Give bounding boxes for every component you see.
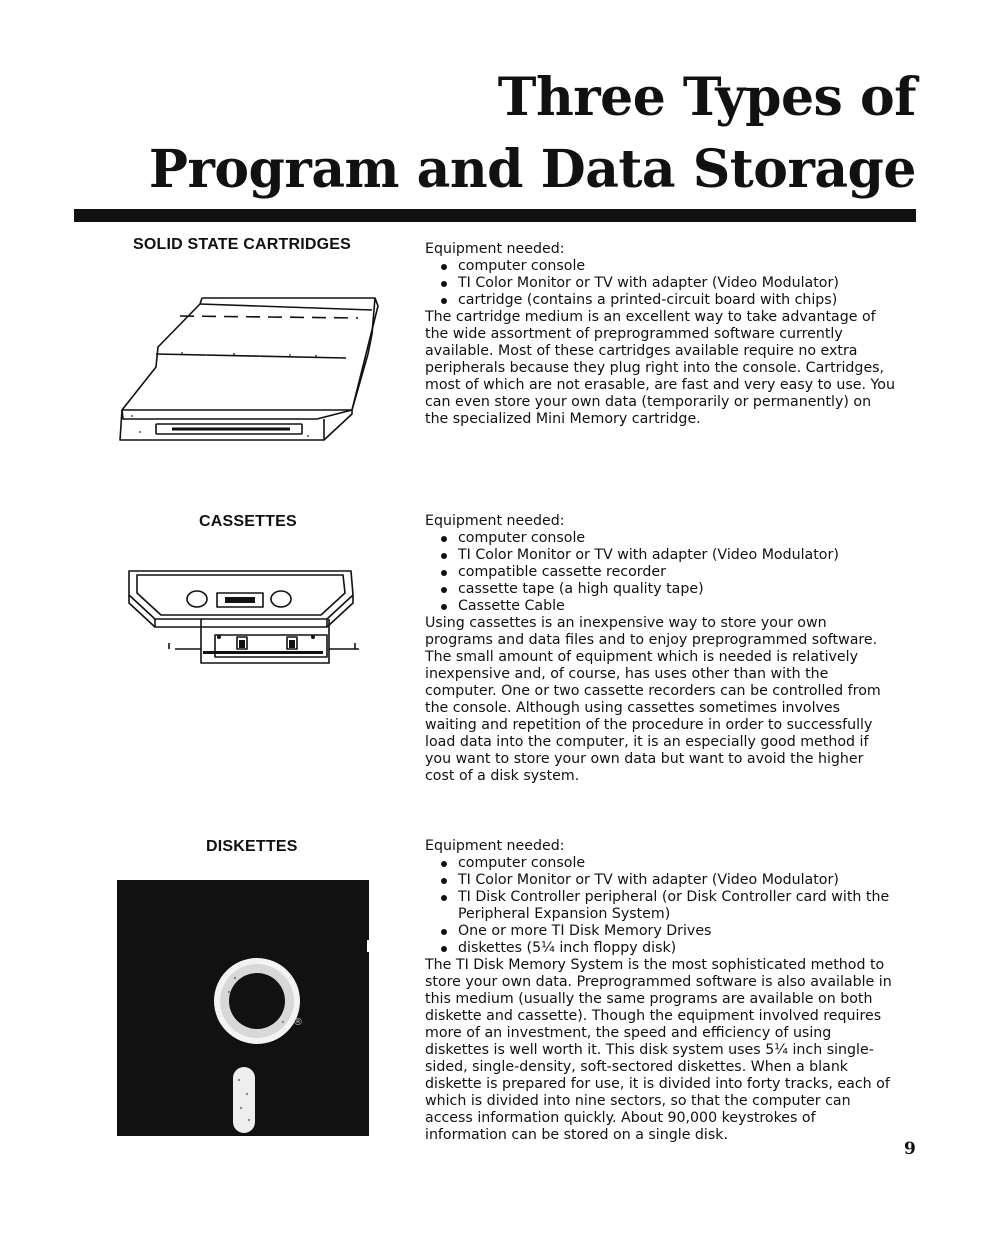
equipment-list <box>425 855 895 957</box>
list-item: cassette tape (a high quality tape) <box>425 581 895 598</box>
equipment-heading: Equipment needed: <box>425 513 565 529</box>
equipment-heading: Equipment needed: <box>425 241 565 257</box>
equipment-heading: Equipment needed: <box>425 838 565 854</box>
section-description: The cartridge medium is an excellent way to take advantage of the wide assortment of preprogrammed software currently available. Most of these cartridges available require no extra peripherals because they plug right into the console. Cartridges, most of which are not erasable, are fast and very easy to use. You can even store your own data (temporarily or permanently) on the specialized Mini Memory cartridge. <box>425 309 895 427</box>
section-description: The TI Disk Memory System is the most sophisticated method to store your own data. Preprogrammed software is also available in this medium (usually the same programs are available on both diskette and cassette). Though the equipment involved requires more of an investment, the speed and efficiency of using diskettes is well worth it. This disk system uses 5¼ inch single-sided, single-density, soft-sectored diskettes. When a blank diskette is prepared for use, it is divided into forty tracks, each of which is divided into nine sectors, so that the computer can access information quickly. About 90,000 keystrokes of information can be stored on a single disk. <box>425 957 892 1143</box>
list-item: cartridge (contains a printed-circuit board with chips) <box>425 292 895 309</box>
section-label-diskettes: DISKETTES <box>206 838 298 855</box>
list-item: compatible cassette recorder <box>425 564 895 581</box>
cassette-illustration <box>115 565 365 673</box>
list-item: diskettes (5¼ inch floppy disk) <box>425 940 895 957</box>
list-item: Cassette Cable <box>425 598 895 615</box>
section-body-diskettes <box>425 838 895 1144</box>
list-item: TI Color Monitor or TV with adapter (Video Modulator) <box>425 275 895 292</box>
page-title-line-2: Program and Data Storage <box>148 139 916 200</box>
list-item: TI Color Monitor or TV with adapter (Video Modulator) <box>425 872 895 889</box>
page-number: 9 <box>904 1139 916 1159</box>
list-item: One or more TI Disk Memory Drives <box>425 923 895 940</box>
diskette-registered-mark: ® <box>293 1017 303 1028</box>
list-item: computer console <box>425 530 895 547</box>
section-body-cartridges <box>425 241 895 428</box>
title-rule <box>74 209 916 222</box>
diskette-illustration <box>117 880 373 1138</box>
list-item: TI Color Monitor or TV with adapter (Video Modulator) <box>425 547 895 564</box>
list-item: computer console <box>425 258 895 275</box>
equipment-list <box>425 530 895 615</box>
page-title <box>149 62 916 206</box>
page-title-line-1: Three Types of <box>497 67 916 128</box>
section-body-cassettes <box>425 513 895 785</box>
cartridge-illustration <box>110 292 385 442</box>
list-item: computer console <box>425 855 895 872</box>
section-description: Using cassettes is an inexpensive way to store your own programs and data files and to enjoy preprogrammed software. The small amount of equipment which is needed is relatively inexpensive and, of course, has uses other than with the computer. One or two cassette recorders can be controlled from the console. Although using cassettes sometimes involves waiting and repetition of the procedure in order to successfully load data into the computer, it is an especially good method if you want to store your own data but want to avoid the higher cost of a disk system. <box>425 615 881 784</box>
equipment-list <box>425 258 895 309</box>
list-item: TI Disk Controller peripheral (or Disk Controller card with the Peripheral Expansion System) <box>425 889 895 923</box>
section-label-cartridges: SOLID STATE CARTRIDGES <box>133 236 352 253</box>
section-label-cassettes: CASSETTES <box>199 513 297 530</box>
